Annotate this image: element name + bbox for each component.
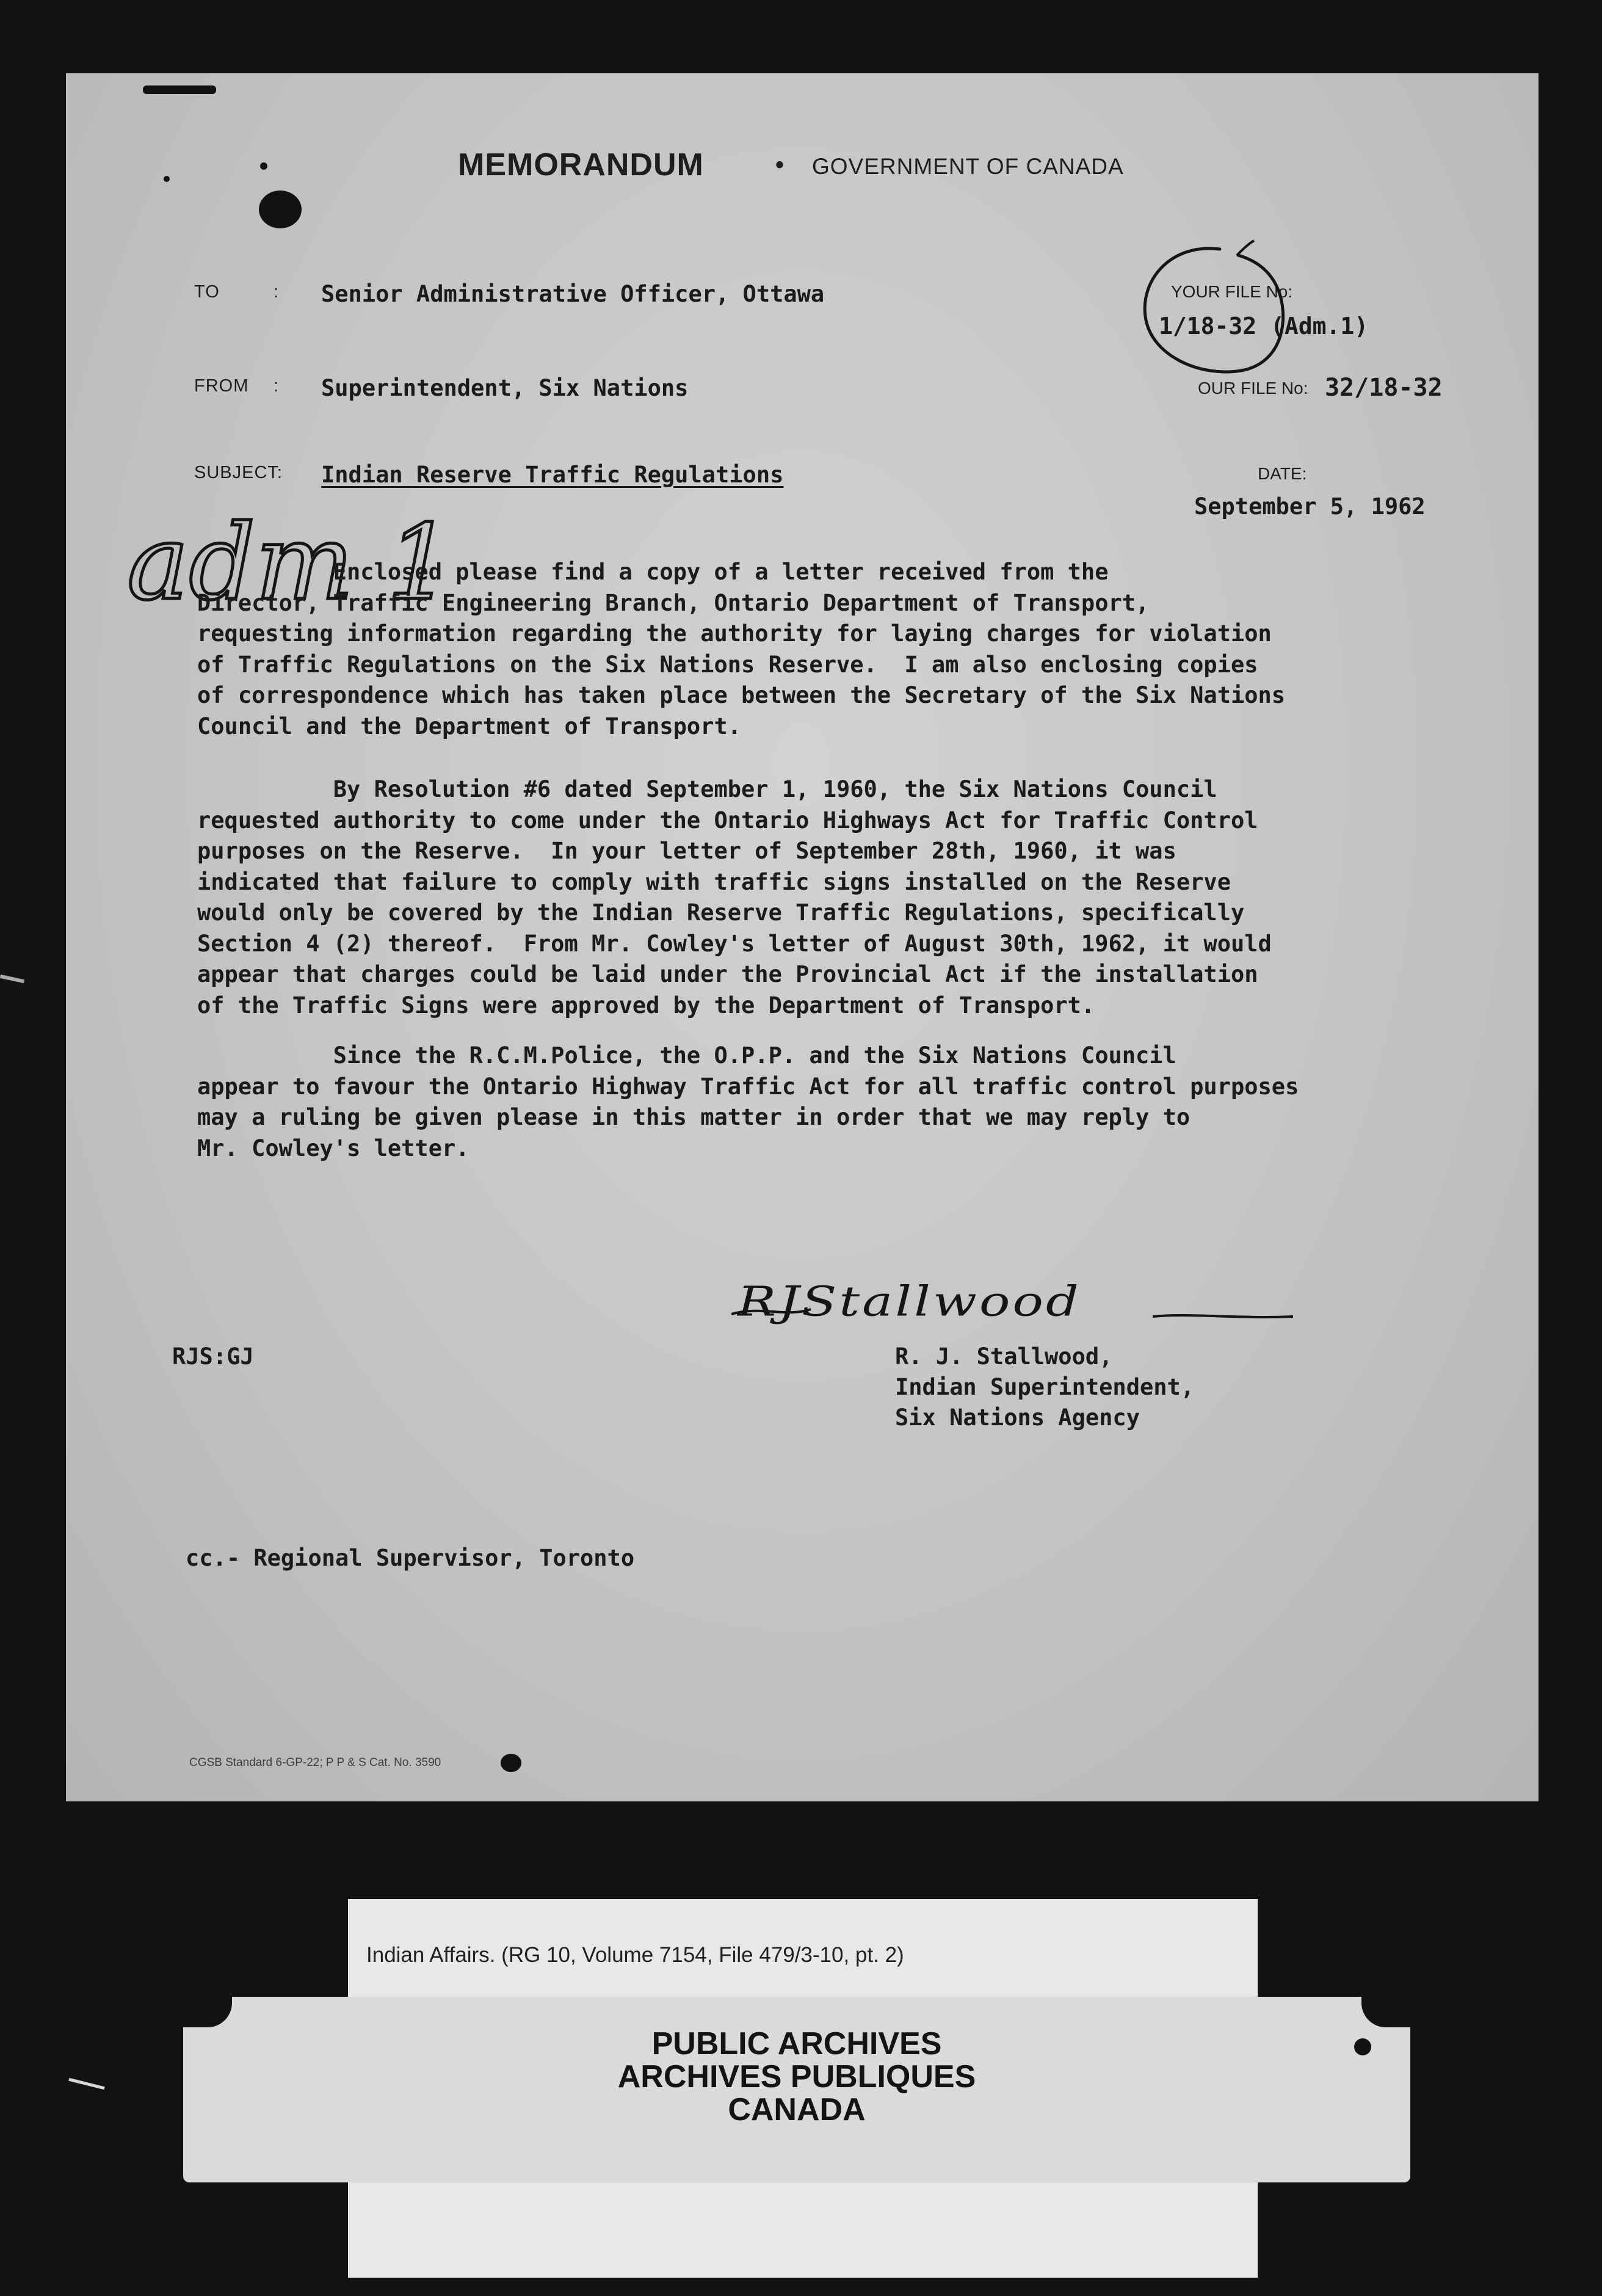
date-label: DATE:: [1258, 464, 1307, 483]
date-value: September 5, 1962: [1194, 493, 1426, 520]
our-file-value: 32/18-32: [1325, 374, 1443, 402]
memo-page: [66, 73, 1539, 1801]
handwritten-circle-annotation: [1128, 237, 1311, 383]
archive-stamp-label: [183, 1997, 1410, 2182]
footer-smudge: [501, 1754, 521, 1772]
signer-agency: Six Nations Agency: [895, 1404, 1140, 1431]
dust-speck: [260, 162, 267, 170]
scan-mark: [0, 975, 24, 983]
from-label: FROM: [194, 376, 249, 396]
signer-title: Indian Superintendent,: [895, 1374, 1195, 1400]
memo-title: [458, 147, 704, 183]
handwritten-adm-text: adm 1: [127, 503, 453, 623]
government-heading: GOVERNMENT OF CANADA: [812, 154, 1124, 179]
from-value: Superintendent, Six Nations: [321, 375, 689, 401]
your-file-value: 1/18-32 (Adm.1): [1159, 313, 1369, 340]
label-notch-left: [177, 1991, 232, 2027]
scratch-mark: [68, 2078, 104, 2090]
body-paragraph-2: By Resolution #6 dated September 1, 1960, the Six Nations Council requested authority to come under the Ontario Highways Act for Traffic Control purposes on the Reserve. In your letter of September 28th, 1960, it was indicated that failure to comply with traffic signs installed on the Reserve would only be covered by the Indian Reserve Traffic Regulations, specifically Section 4 (2) thereof. From Mr. Cowley's letter of August 30th, 1962, it would appear that charges could be laid under the Provincial Act if the installation of the Traffic Signs were approved by the Department of Transport.: [197, 776, 1272, 1019]
archive-line-3: CANADA: [728, 2092, 866, 2127]
archive-reference: Indian Affairs. (RG 10, Volume 7154, File 479/3-10, pt. 2): [366, 1943, 904, 1967]
body-paragraph-1: Enclosed please find a copy of a letter received from the Director, Traffic Engineering Branch, Ontario Department of Transport, requesting information regarding the authority for laying charges for violation of Traffic Regulations on the Six Nations Reserve. I am also enclosing copies of correspondence which has taken place between the Secretary of the Six Nations Council and the Department of Transport.: [197, 559, 1286, 739]
header-bullet: •: [775, 151, 785, 178]
signer-name: R. J. Stallwood,: [895, 1343, 1113, 1370]
typist-initials: RJS:GJ: [172, 1343, 254, 1370]
our-file-label: OUR FILE No:: [1198, 379, 1308, 398]
staple-mark: [143, 85, 216, 94]
form-footer: CGSB Standard 6-GP-22; P P & S Cat. No. 3590: [189, 1756, 441, 1769]
signature: [725, 1258, 1324, 1350]
signature-text: RJStallwood: [738, 1277, 1081, 1326]
to-label: TO: [194, 282, 220, 302]
archive-stamp-text: [183, 2027, 1410, 2126]
cc-line: cc.- Regional Supervisor, Toronto: [186, 1545, 635, 1571]
archive-line-1: PUBLIC ARCHIVES: [651, 2026, 942, 2062]
subject-value: Indian Reserve Traffic Regulations: [321, 462, 784, 488]
from-colon: :: [274, 376, 280, 396]
to-value: Senior Administrative Officer, Ottawa: [321, 281, 825, 307]
memo-title-text: MEMORANDUM: [458, 147, 704, 183]
dust-speck: [164, 176, 170, 182]
archive-line-2: ARCHIVES PUBLIQUES: [617, 2059, 976, 2094]
subject-label: SUBJECT:: [194, 463, 283, 482]
to-colon: :: [274, 282, 280, 302]
punch-hole-mark: [259, 191, 302, 228]
label-notch-right: [1361, 1991, 1416, 2027]
body-paragraph-3: Since the R.C.M.Police, the O.P.P. and the Six Nations Council appear to favour the Ontario Highway Traffic Act for all traffic control purposes may a ruling be given please in this matter in order that we may reply to Mr. Cowley's letter.: [197, 1042, 1299, 1161]
your-file-label: YOUR FILE No:: [1171, 282, 1293, 301]
